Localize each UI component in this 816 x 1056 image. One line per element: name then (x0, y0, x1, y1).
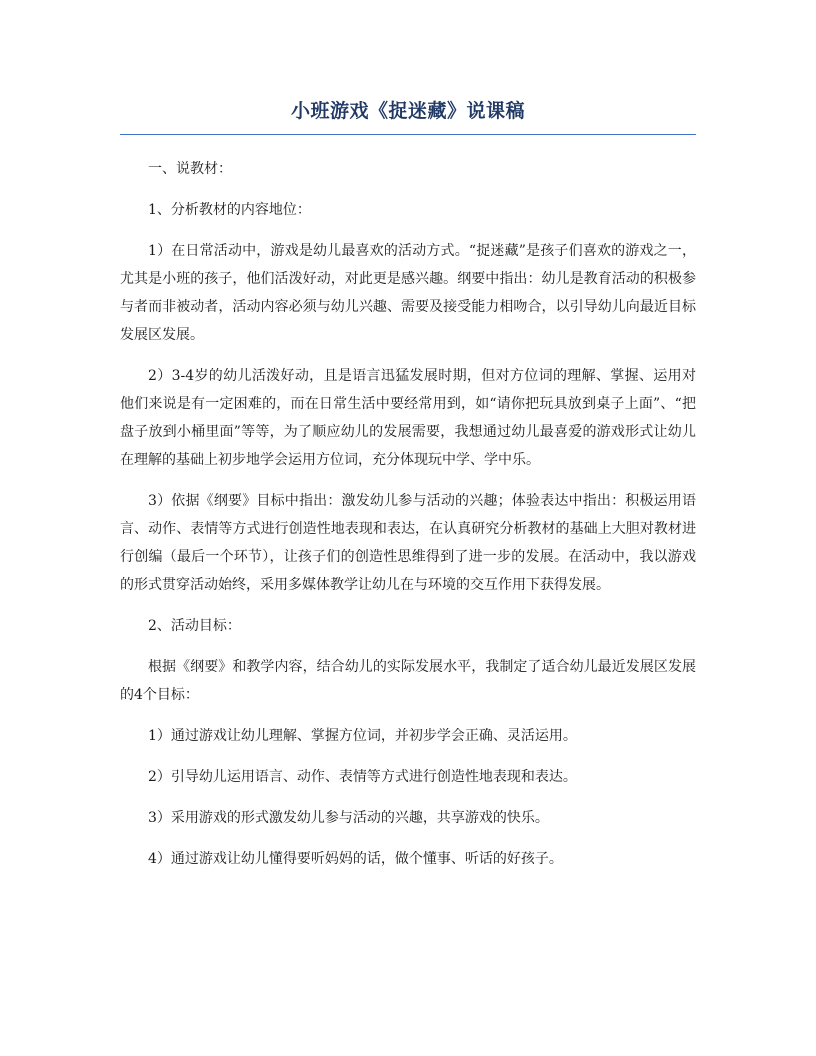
paragraph-goals-intro: 根据《纲要》和教学内容，结合幼儿的实际发展水平，我制定了适合幼儿最近发展区发展的4个目标： (120, 659, 696, 703)
subsection-heading-content-position: 1、分析教材的内容地位： (148, 202, 311, 218)
goal-item-2: 2）引导幼儿运用语言、动作、表情等方式进行创造性地表现和表达。 (148, 769, 577, 785)
paragraph-point-3: 3）依据《纲要》目标中指出：激发幼儿参与活动的兴趣；体验表达中指出：积极运用语言、动作、表情等方式进行创造性地表现和表达，在认真研究分析教材的基础上大胆对教材进行创编（最后一个环节），让孩子们的创造性思维得到了进一步的发展。在活动中，我以游戏的形式贯穿活动始终，采用多媒体教学让幼儿在与环境的交互作用下获得发展。 (120, 493, 696, 593)
goal-item-3: 3）采用游戏的形式激发幼儿参与活动的兴趣，共享游戏的快乐。 (148, 810, 549, 826)
goal-item-4: 4）通过游戏让幼儿懂得要听妈妈的话，做个懂事、听话的好孩子。 (148, 851, 563, 867)
paragraph-point-1: 1）在日常活动中，游戏是幼儿最喜欢的活动方式。“捉迷藏”是孩子们喜欢的游戏之一，尤其是小班的孩子，他们活泼好动，对此更是感兴趣。纲要中指出：幼儿是教育活动的积极参与者而非被动者，活动内容必须与幼儿兴趣、需要及接受能力相吻合，以引导幼儿向最近目标发展区发展。 (120, 243, 696, 343)
goal-item-1: 1）通过游戏让幼儿理解、掌握方位词，并初步学会正确、灵活运用。 (148, 728, 577, 744)
document-title: 小班游戏《捉迷藏》说课稿 (290, 100, 525, 122)
title-underline-divider (120, 134, 696, 135)
paragraph-point-2: 2）3-4岁的幼儿活泼好动，且是语言迅猛发展时期，但对方位词的理解、掌握、运用对他们来说是有一定困难的，而在日常生活中要经常用到，如“请你把玩具放到桌子上面”、“把盘子放到小桶里面”等等，为了顺应幼儿的发展需要，我想通过幼儿最喜爱的游戏形式让幼儿在理解的基础上初步地学会运用方位词，充分体现玩中学、学中乐。 (120, 368, 696, 468)
subsection-heading-activity-goals: 2、活动目标： (148, 618, 241, 634)
section-heading-teaching-material: 一、说教材： (148, 161, 232, 177)
document-page (120, 96, 696, 886)
